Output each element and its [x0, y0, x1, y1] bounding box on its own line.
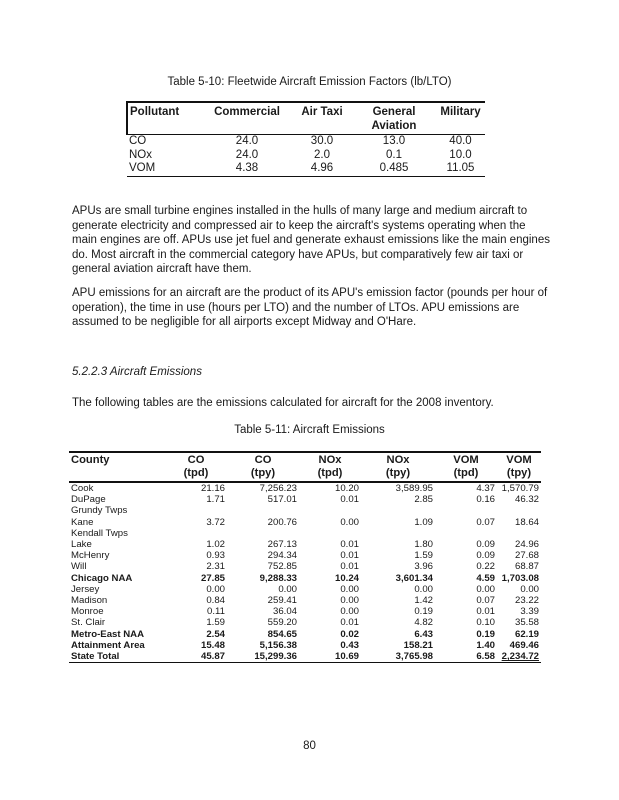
table-cell: 62.19: [514, 628, 539, 640]
column-header-unit: (tpy): [385, 467, 411, 479]
table-cell: [497, 528, 541, 539]
column-header-top: CO: [254, 454, 272, 466]
table-cell: VOM: [129, 162, 156, 174]
table-cell: 0.93: [206, 550, 225, 562]
table-cell: [435, 528, 497, 539]
table-cell: 0.01: [340, 550, 359, 562]
table-cell: 0.02: [340, 628, 359, 640]
table-cell: 35.58: [514, 617, 539, 629]
table-5-10-caption: Table 5-10: Fleetwide Aircraft Emission Factors (lb/LTO): [167, 76, 452, 88]
table-cell: 0.19: [414, 606, 433, 618]
header-commercial: Commercial: [214, 106, 280, 118]
table-cell: 0.1: [386, 148, 402, 161]
table-cell: 267.13: [267, 539, 297, 551]
table-cell: 6.58: [476, 651, 495, 663]
column-header-top: County: [71, 454, 110, 466]
table-cell: 0.09: [476, 539, 495, 551]
table-cell: 0.07: [476, 516, 495, 528]
table-cell: 1.80: [414, 539, 433, 551]
column-header-unit: (tpy): [506, 467, 532, 479]
table-row: [127, 149, 485, 163]
table-cell: 2.85: [414, 494, 433, 506]
table-cell: 24.0: [235, 148, 259, 161]
table-row: [69, 561, 541, 572]
table-cell: 1.09: [414, 516, 433, 528]
table-row: [69, 606, 541, 617]
column-header: [227, 452, 299, 482]
table-cell: 5,156.38: [259, 639, 297, 651]
table-cell: Cook: [71, 483, 94, 494]
table-cell: 9,288.33: [259, 572, 297, 584]
table-row: [69, 550, 541, 561]
table-cell: 4.37: [476, 483, 495, 494]
table-cell: Metro-East NAA: [71, 628, 145, 640]
table-cell: 18.64: [514, 516, 539, 528]
table-row: [69, 482, 541, 494]
table-cell: [435, 505, 497, 516]
apu-emissions-paragraph: APU emissions for an aircraft are the product of its APU's emission factor (pounds per hour of operation), the time in use (hours per LTO) and the number of LTOs. APU emissions are assumed to be negligible for all airports except Midway and O'Hare.: [72, 287, 548, 328]
table-cell: [299, 505, 361, 516]
table-cell: 1.71: [206, 494, 225, 506]
table-cell: Chicago NAA: [71, 572, 133, 584]
table-cell: 0.84: [206, 595, 225, 607]
table-cell: 0.00: [278, 583, 297, 595]
table-header-row: [69, 452, 541, 482]
table-row: [127, 162, 485, 176]
column-header-top: NOx: [386, 454, 410, 466]
table-cell: Madison: [71, 595, 108, 607]
table-cell: 752.85: [267, 561, 297, 573]
table-cell: 0.09: [476, 550, 495, 562]
table-cell: 13.0: [382, 135, 406, 147]
table-cell: 0.00: [340, 583, 359, 595]
table-row: [69, 640, 541, 651]
table-cell: 68.87: [514, 561, 539, 573]
aircraft-emissions-table: [69, 451, 541, 663]
table-cell: [165, 528, 227, 539]
table-cell: 15.48: [200, 639, 225, 651]
apu-description-paragraph: APUs are small turbine engines installed in the hulls of many large and medium aircraft to generate electricity and compressed air to keep the aircraft's systems operating when the main engines are off. APUs use jet fuel and generate exhaust emissions like the main engines do. Most aircraft in the commercial category have APUs, but comparatively few air taxi or general aviation aircraft have them.: [72, 205, 550, 275]
table-cell: 0.01: [340, 561, 359, 573]
table-cell: 0.01: [340, 494, 359, 506]
table-cell: 7,256.23: [259, 483, 297, 494]
column-header: [69, 452, 165, 482]
table-cell: 259.41: [267, 595, 297, 607]
table-cell: 0.00: [520, 583, 539, 595]
table-cell: Grundy Twps: [71, 505, 128, 517]
table-cell: Kendall Twps: [71, 527, 128, 539]
table-cell: DuPage: [71, 494, 106, 506]
table-cell: 24.96: [514, 539, 539, 551]
table-cell: 0.43: [340, 639, 359, 651]
table-cell: 200.76: [267, 516, 297, 528]
table-cell: 10.24: [334, 572, 359, 584]
table-cell: 0.00: [476, 583, 495, 595]
table-cell: 3.72: [206, 516, 225, 528]
table-cell: State Total: [71, 651, 120, 663]
table-cell: 1.42: [414, 595, 433, 607]
header-general-aviation: General Aviation: [371, 106, 417, 132]
table-row: [69, 573, 541, 584]
table-cell: CO: [129, 135, 147, 147]
table-cell: 0.10: [476, 617, 495, 629]
column-header: [165, 452, 227, 482]
table-cell: [299, 528, 361, 539]
table-5-11-caption: Table 5-11: Aircraft Emissions: [234, 424, 385, 436]
table-cell: [361, 505, 435, 516]
table-cell: 15,299.36: [254, 651, 297, 663]
table-cell: Attainment Area: [71, 639, 145, 651]
table-row: [69, 617, 541, 628]
column-header-top: VOM: [453, 454, 479, 466]
table-cell: 24.0: [235, 135, 259, 147]
column-header-unit: (tpd): [453, 467, 479, 479]
table-row: [69, 494, 541, 505]
table-cell: McHenry: [71, 550, 110, 562]
section-heading: 5.2.2.3 Aircraft Emissions: [72, 366, 202, 378]
table-cell: Lake: [71, 539, 92, 551]
table-cell: 4.82: [414, 617, 433, 629]
table-cell: 0.00: [414, 583, 433, 595]
intro-paragraph: The following tables are the emissions calculated for aircraft for the 2008 inventory.: [72, 397, 494, 409]
column-header-unit: (tpd): [317, 467, 343, 479]
table-cell: Monroe: [71, 606, 104, 618]
table-cell: 0.00: [206, 583, 225, 595]
table-cell: 0.00: [340, 606, 359, 618]
table-cell: 27.85: [200, 572, 225, 584]
table-row: [69, 528, 541, 539]
column-header: [497, 452, 541, 482]
table-cell: 4.59: [476, 572, 495, 584]
table-cell: 0.07: [476, 595, 495, 607]
table-cell: 4.38: [235, 162, 259, 174]
table-cell: 2.0: [314, 148, 330, 161]
column-header: [299, 452, 361, 482]
column-header-unit: (tpd): [183, 467, 209, 479]
table-cell: 4.96: [310, 162, 334, 174]
table-cell: St. Clair: [71, 617, 106, 629]
table-cell: Jersey: [71, 583, 100, 595]
table-cell: 10.69: [334, 651, 359, 663]
table-cell: 0.00: [340, 516, 359, 528]
table-cell: 40.0: [449, 135, 472, 147]
table-cell: 0.22: [476, 561, 495, 573]
table-row: [69, 595, 541, 606]
table-row: [127, 135, 485, 149]
column-header-top: VOM: [506, 454, 532, 466]
table-cell: 1.59: [414, 550, 433, 562]
table-cell: 158.21: [403, 639, 433, 651]
table-cell: [227, 528, 299, 539]
table-cell: 2.54: [206, 628, 225, 640]
table-cell: 2.31: [206, 561, 225, 573]
table-cell: 21.16: [200, 483, 225, 494]
table-cell: Kane: [71, 516, 94, 528]
header-pollutant: Pollutant: [127, 102, 202, 135]
table-cell: 3,589.95: [395, 483, 433, 494]
table-cell: 27.68: [514, 550, 539, 562]
table-cell: 0.00: [340, 595, 359, 607]
table-cell: [497, 505, 541, 516]
table-cell: 45.87: [200, 651, 225, 663]
column-header: [361, 452, 435, 482]
header-air-taxi: Air Taxi: [301, 106, 343, 118]
table-cell: 10.20: [334, 483, 359, 494]
column-header: [435, 452, 497, 482]
table-cell: 0.01: [476, 606, 495, 618]
table-cell: 3,765.98: [395, 651, 433, 663]
table-cell: 6.43: [414, 628, 433, 640]
table-cell: 1.02: [206, 539, 225, 551]
table-cell: [227, 505, 299, 516]
table-cell: 1,703.08: [501, 572, 539, 584]
table-cell: 23.22: [514, 595, 539, 607]
table-cell: [361, 528, 435, 539]
table-cell: 1,570.79: [501, 483, 539, 494]
table-cell: 36.04: [272, 606, 297, 618]
table-cell: 1.40: [476, 639, 495, 651]
header-military: Military: [440, 106, 481, 118]
table-cell: Will: [71, 561, 87, 573]
emission-factors-table: [126, 101, 485, 177]
table-cell: 469.46: [509, 639, 539, 651]
page-number: 80: [303, 740, 316, 752]
table-row: [69, 517, 541, 528]
table-cell: 1.59: [206, 617, 225, 629]
column-header-top: NOx: [318, 454, 342, 466]
table-row: [69, 505, 541, 516]
table-cell: 0.01: [340, 539, 359, 551]
table-cell: 0.11: [207, 606, 225, 618]
table-row: [69, 539, 541, 550]
column-header-top: CO: [187, 454, 205, 466]
table-cell: 3.39: [520, 606, 539, 618]
table-cell: 11.05: [446, 162, 475, 174]
table-cell: 0.19: [476, 628, 495, 640]
table-cell: 46.32: [514, 494, 539, 506]
table-row: [69, 651, 541, 663]
table-cell: 3,601.34: [395, 572, 433, 584]
table-cell: 0.01: [340, 617, 359, 629]
table-row: [69, 629, 541, 640]
table-cell: 0.16: [476, 494, 495, 506]
table-cell: NOx: [129, 148, 152, 161]
table-header-row: [127, 102, 485, 135]
table-cell: 294.34: [267, 550, 297, 562]
table-cell: 30.0: [310, 135, 334, 147]
table-cell: 2,234.72: [501, 651, 539, 663]
table-cell: 854.65: [267, 628, 297, 640]
table-row: [69, 584, 541, 595]
table-cell: [165, 505, 227, 516]
table-cell: 10.0: [449, 148, 472, 161]
column-header-unit: (tpy): [250, 467, 276, 479]
table-cell: 517.01: [267, 494, 297, 506]
table-cell: 0.485: [379, 162, 409, 174]
table-cell: 3.96: [414, 561, 433, 573]
table-cell: 559.20: [267, 617, 297, 629]
